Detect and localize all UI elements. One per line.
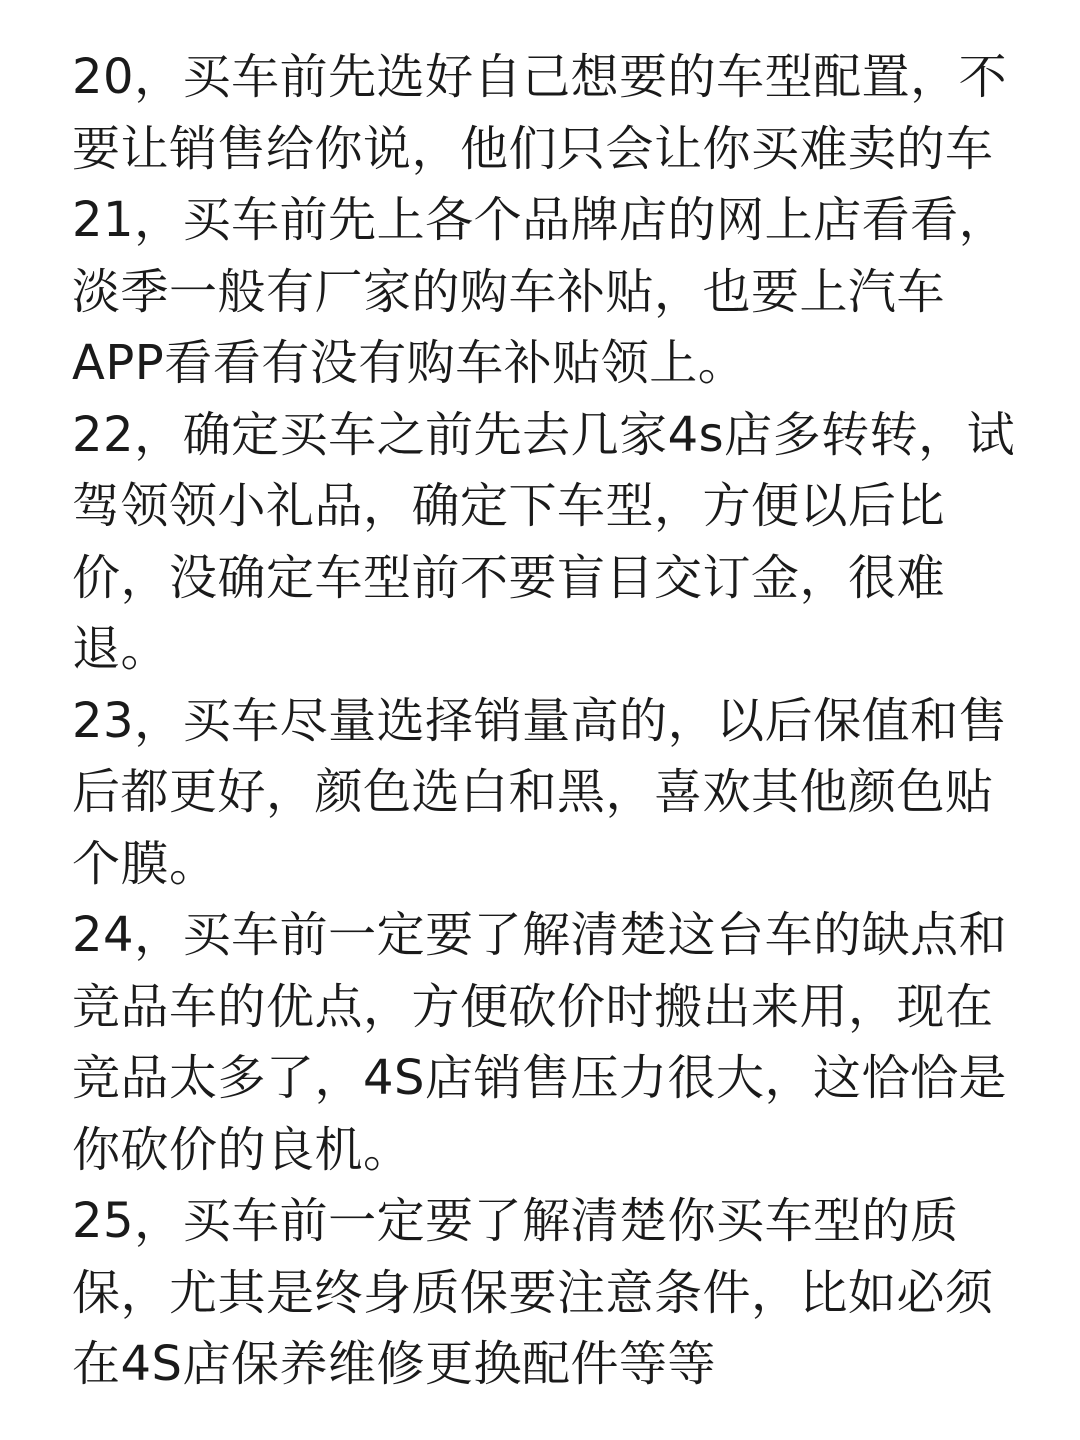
tip-line: 25，买车前一定要了解清楚你买车型的质 <box>72 1193 959 1249</box>
tips-document <box>72 42 1016 1401</box>
tip-line: 竞品太多了，4S店销售压力很大，这恰恰是 <box>72 1050 1008 1106</box>
tip-22 <box>72 400 1016 686</box>
tip-line: 后都更好，颜色选白和黑，喜欢其他颜色贴 <box>72 764 994 820</box>
tip-24 <box>72 900 1012 1186</box>
tip-23 <box>72 686 1012 901</box>
tip-21 <box>72 185 1012 400</box>
tip-line: 要让销售给你说，他们只会让你买难卖的车 <box>72 120 994 177</box>
tip-line: 23，买车尽量选择销量高的，以后保值和售 <box>72 692 1008 749</box>
tip-20 <box>72 42 1012 185</box>
tip-line: 个膜。 <box>72 835 218 892</box>
tip-line: 21，买车前先上各个品牌店的网上店看看， <box>72 192 1008 248</box>
tip-line: 22，确定买车之前先去几家4s店多转转，试 <box>72 406 1016 463</box>
tip-line: APP看看有没有购车补贴领上。 <box>72 335 747 391</box>
tip-line: 价，没确定车型前不要盲目交订金，很难 <box>72 549 946 606</box>
tip-line: 在4S店保养维修更换配件等等 <box>72 1336 717 1392</box>
tip-line: 24，买车前一定要了解清楚这台车的缺点和 <box>72 907 1008 963</box>
tip-line: 驾领领小礼品，确定下车型，方便以后比 <box>72 478 946 534</box>
tip-line: 淡季一般有厂家的购车补贴，也要上汽车 <box>72 263 946 320</box>
tip-line: 你砍价的良机。 <box>72 1121 412 1178</box>
tip-25 <box>72 1186 1012 1401</box>
tip-line: 20，买车前先选好自己想要的车型配置，不 <box>72 49 1008 105</box>
tip-line: 竞品车的优点，方便砍价时搬出来用，现在 <box>72 978 994 1035</box>
tip-line: 退。 <box>72 621 170 677</box>
tip-line: 保，尤其是终身质保要注意条件，比如必须 <box>72 1264 994 1321</box>
